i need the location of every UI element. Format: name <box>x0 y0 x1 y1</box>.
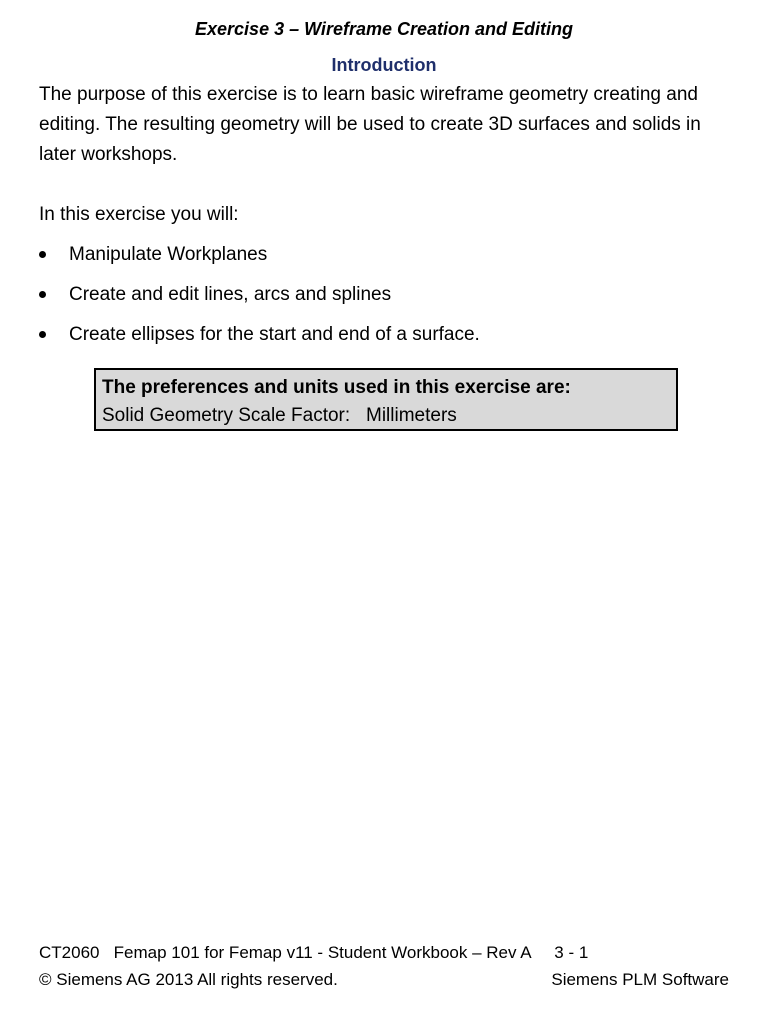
section-heading-introduction: Introduction <box>331 55 437 75</box>
bullet-icon <box>39 251 46 258</box>
list-item <box>39 320 739 360</box>
preferences-units-line: Solid Geometry Scale Factor: Millimeters <box>102 405 457 426</box>
list-item-text: Create and edit lines, arcs and splines <box>69 284 392 305</box>
preferences-box <box>94 368 678 431</box>
list-item-text: Manipulate Workplanes <box>69 244 268 265</box>
footer-row <box>39 969 729 991</box>
list-item-text: Create ellipses for the start and end of a surface. <box>69 324 480 345</box>
bullet-icon <box>39 291 46 298</box>
footer-copyright: © Siemens AG 2013 All rights reserved. <box>39 970 338 989</box>
preferences-heading: The preferences and units used in this exercise are: <box>102 377 571 398</box>
objectives-list <box>39 240 739 360</box>
bullet-icon <box>39 331 46 338</box>
list-item <box>39 280 739 320</box>
footer-company: Siemens PLM Software <box>551 970 729 989</box>
objectives-lead-in: In this exercise you will: <box>39 204 239 225</box>
list-item <box>39 240 739 280</box>
intro-paragraph: The purpose of this exercise is to learn basic wireframe geometry creating and editing. The resulting geometry will be used to create 3D surfaces and solids in later workshops. <box>39 84 701 165</box>
page-title: Exercise 3 – Wireframe Creation and Editing <box>195 19 573 39</box>
footer-course-line: CT2060 Femap 101 for Femap v11 - Student Workbook – Rev A 3 - 1 <box>39 943 589 962</box>
